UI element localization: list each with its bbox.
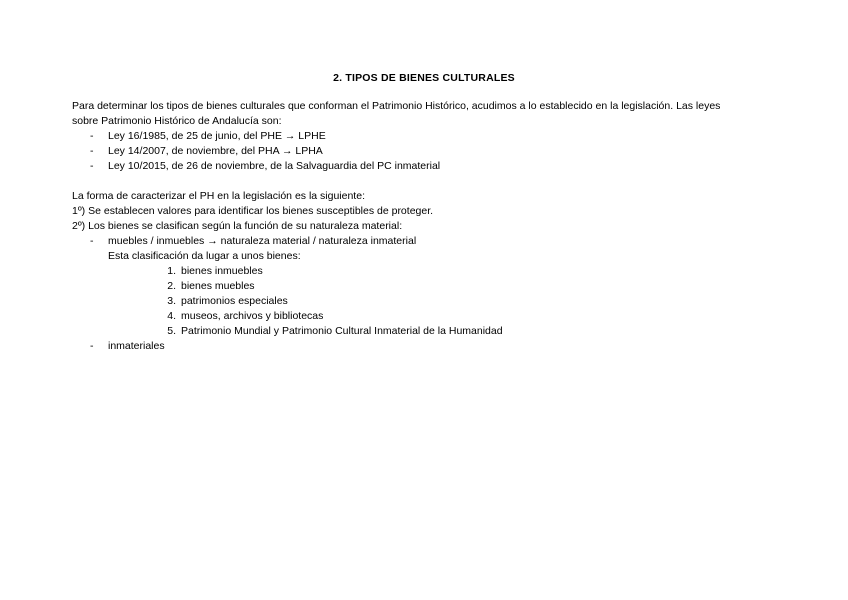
list-dash: - bbox=[90, 160, 94, 172]
law-text: Ley 16/1985, de 25 de junio, del PHE → LPHE bbox=[108, 130, 326, 142]
classification-list-item bbox=[72, 234, 792, 249]
list-number: 3. bbox=[167, 295, 176, 307]
section-heading: 2. TIPOS DE BIENES CULTURALES bbox=[333, 72, 515, 84]
list-item-text: patrimonios especiales bbox=[181, 295, 288, 307]
numbered-list-item bbox=[72, 309, 792, 324]
numbered-list-item bbox=[72, 279, 792, 294]
law-list-item bbox=[72, 129, 792, 144]
list-number: 1. bbox=[167, 265, 176, 277]
list-item-text: museos, archivos y bibliotecas bbox=[181, 310, 324, 322]
intro-paragraph bbox=[72, 99, 792, 354]
classification-text: muebles / inmuebles → naturaleza material / naturaleza inmaterial bbox=[108, 235, 417, 247]
paragraph-spacer bbox=[72, 174, 792, 189]
law-list-item bbox=[72, 159, 792, 174]
list-item-text: Patrimonio Mundial y Patrimonio Cultural Inmaterial de la Humanidad bbox=[181, 325, 503, 337]
numbered-list-item bbox=[72, 294, 792, 309]
list-dash: - bbox=[90, 130, 94, 142]
list-item-text: bienes inmuebles bbox=[181, 265, 263, 277]
intro-line: Para determinar los tipos de bienes culturales que conforman el Patrimonio Histórico, acudimos a lo establecido en la legislación. Las leyes bbox=[72, 100, 721, 112]
characterization-line: 1º) Se establecen valores para identificar los bienes susceptibles de proteger. bbox=[72, 205, 434, 217]
list-dash: - bbox=[90, 340, 94, 352]
classification-text: inmateriales bbox=[108, 340, 165, 352]
law-text: Ley 14/2007, de noviembre, del PHA → LPHA bbox=[108, 145, 323, 157]
numbered-list-item bbox=[72, 324, 792, 339]
list-number: 2. bbox=[167, 280, 176, 292]
law-text: Ley 10/2015, de 26 de noviembre, de la Salvaguardia del PC inmaterial bbox=[108, 160, 441, 172]
list-number: 4. bbox=[167, 310, 176, 322]
law-list-item bbox=[72, 144, 792, 159]
list-item-text: bienes muebles bbox=[181, 280, 255, 292]
characterization-line: La forma de caracterizar el PH en la legislación es la siguiente: bbox=[72, 190, 365, 202]
list-dash: - bbox=[90, 235, 94, 247]
list-number: 5. bbox=[167, 325, 176, 337]
intro-line: sobre Patrimonio Histórico de Andalucía son: bbox=[72, 115, 282, 127]
classification-sub-intro: Esta clasificación da lugar a unos bienes: bbox=[108, 250, 301, 262]
classification-list-item bbox=[72, 339, 792, 354]
characterization-line: 2º) Los bienes se clasifican según la función de su naturaleza material: bbox=[72, 220, 403, 232]
list-dash: - bbox=[90, 145, 94, 157]
numbered-list-item bbox=[72, 264, 792, 279]
